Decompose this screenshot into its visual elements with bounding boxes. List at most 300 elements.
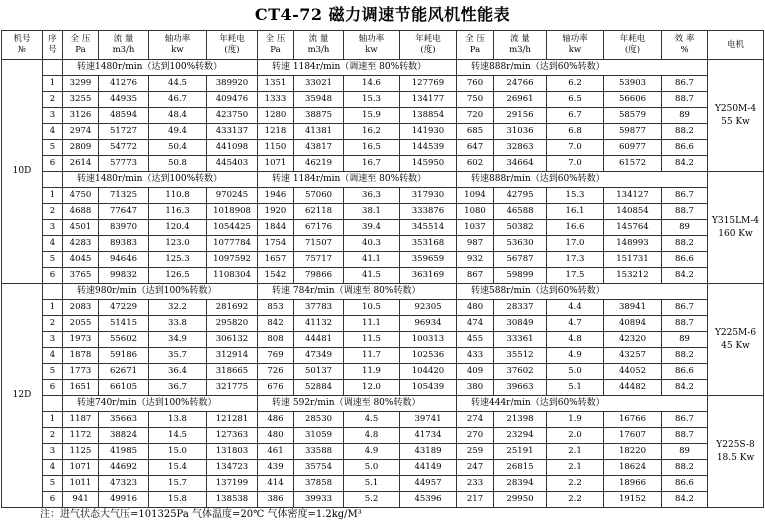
table-cell: 2055 [63,316,99,332]
table-cell: 439 [258,460,294,476]
table-cell: 1651 [63,380,99,396]
table-cell: 3 [43,220,63,236]
table-cell: 38824 [99,428,149,444]
table-cell: 36.3 [344,188,400,204]
table-cell: 423750 [207,108,258,124]
table-cell: 56606 [604,92,662,108]
table-cell: 726 [258,364,294,380]
table-cell: 35754 [294,460,344,476]
table-cell: 53903 [604,76,662,92]
header-flow: 流 量 m3/h [99,31,149,60]
table-cell: 92305 [400,300,457,316]
table-cell: 987 [457,236,494,252]
speed-label: 转速888r/min（达到60%转数） [457,172,708,188]
table-cell: 62118 [294,204,344,220]
table-cell: 5.1 [547,380,604,396]
table-cell: 15.3 [344,92,400,108]
table-cell: 41132 [294,316,344,332]
table-cell: 1878 [63,348,99,364]
table-cell: 1973 [63,332,99,348]
table-cell: 750 [457,92,494,108]
table-cell: 86.6 [662,476,708,492]
table-cell: 50.8 [149,156,207,172]
table-cell: 16.2 [344,124,400,140]
table-cell: 4283 [63,236,99,252]
table-cell: 6.5 [547,92,604,108]
table-cell: 281692 [207,300,258,316]
header-row [2,31,764,60]
table-cell: 88.2 [662,236,708,252]
table-cell: 259 [457,444,494,460]
speed-label: 转速 784r/min（调速至 80%转数） [258,284,457,300]
table-cell: 86.7 [662,412,708,428]
table-cell: 2 [43,428,63,444]
table-cell: 86.7 [662,76,708,92]
table-cell: 49916 [99,492,149,508]
table-cell: 71325 [99,188,149,204]
table-cell: 44482 [604,380,662,396]
table-cell: 1844 [258,220,294,236]
table-cell: 13.8 [149,412,207,428]
table-cell: 685 [457,124,494,140]
table-cell: 3126 [63,108,99,124]
table-cell: 6 [43,492,63,508]
table-cell: 31036 [494,124,547,140]
table-cell: 233 [457,476,494,492]
table-cell: 4045 [63,252,99,268]
table-cell: 88.2 [662,460,708,476]
table-cell: 88.7 [662,204,708,220]
table-row [2,236,764,252]
table-cell: 59186 [99,348,149,364]
table-cell: 62671 [99,364,149,380]
table-cell: 33021 [294,76,344,92]
table-row [2,188,764,204]
table-cell: 127769 [400,76,457,92]
table-cell: 50.4 [149,140,207,156]
motor-cell: Y315LM-4 160 Kw [708,172,764,284]
table-cell: 67176 [294,220,344,236]
table-cell: 44.5 [149,76,207,92]
table-cell: 26815 [494,460,547,476]
table-cell: 1172 [63,428,99,444]
table-row [2,268,764,284]
table-cell: 35663 [99,412,149,428]
table-cell: 41276 [99,76,149,92]
table-cell: 104420 [400,364,457,380]
table-cell: 4 [43,124,63,140]
table-cell: 3299 [63,76,99,92]
table-row [2,124,764,140]
table-cell: 58579 [604,108,662,124]
table-cell: 66105 [99,380,149,396]
table-cell: 28394 [494,476,547,492]
model-cell: 10D [2,60,43,284]
table-cell: 43189 [400,444,457,460]
table-cell: 137199 [207,476,258,492]
table-cell: 4.9 [344,444,400,460]
motor-cell: Y225M-6 45 Kw [708,284,764,396]
table-cell: 37783 [294,300,344,316]
table-cell: 4750 [63,188,99,204]
table-cell: 1542 [258,268,294,284]
header-power: 轴功率 kw [547,31,604,60]
table-cell: 89 [662,444,708,460]
header-efficiency: 效 率 % [662,31,708,60]
table-cell: 6.7 [547,108,604,124]
table-row [2,316,764,332]
table-cell: 17607 [604,428,662,444]
table-cell: 18624 [604,460,662,476]
table-cell: 30849 [494,316,547,332]
header-power: 轴功率 kw [149,31,207,60]
table-cell: 5.2 [344,492,400,508]
table-cell: 2 [43,204,63,220]
table-cell: 1351 [258,76,294,92]
table-row [2,300,764,316]
table-cell: 24766 [494,76,547,92]
table-cell: 445403 [207,156,258,172]
table-cell: 120.4 [149,220,207,236]
table-cell: 40894 [604,316,662,332]
table-row [2,348,764,364]
speed-label: 转速 592r/min（调速至 80%转数） [258,396,457,412]
table-cell: 138538 [207,492,258,508]
table-row [2,364,764,380]
table-cell: 94646 [99,252,149,268]
table-cell: 2809 [63,140,99,156]
header-flow: 流 量 m3/h [294,31,344,60]
table-cell: 15.0 [149,444,207,460]
table-cell: 4 [43,236,63,252]
table-cell: 321775 [207,380,258,396]
table-cell: 318665 [207,364,258,380]
table-cell: 2614 [63,156,99,172]
table-cell: 3 [43,332,63,348]
speed-label: 转速 1184r/min（调速至 80%转数） [258,172,457,188]
table-cell: 46.7 [149,92,207,108]
table-cell: 110.8 [149,188,207,204]
table-cell: 2.1 [547,460,604,476]
table-cell: 5 [43,364,63,380]
table-cell: 44481 [294,332,344,348]
table-cell: 720 [457,108,494,124]
table-cell: 5.0 [344,460,400,476]
table-cell: 17.3 [547,252,604,268]
table-cell: 28337 [494,300,547,316]
speed-row [2,172,764,188]
table-cell: 41985 [99,444,149,460]
table-cell: 39741 [400,412,457,428]
table-cell: 18220 [604,444,662,460]
table-cell: 59877 [604,124,662,140]
table-cell: 6 [43,156,63,172]
table-cell: 867 [457,268,494,284]
table-cell: 86.6 [662,364,708,380]
table-cell: 2 [43,92,63,108]
table-cell: 4.8 [547,332,604,348]
table-cell: 941 [63,492,99,508]
table-cell: 35948 [294,92,344,108]
speed-row [2,60,764,76]
table-cell: 295820 [207,316,258,332]
table-cell: 19152 [604,492,662,508]
table-cell: 38.1 [344,204,400,220]
table-cell: 100313 [400,332,457,348]
table-cell: 1094 [457,188,494,204]
table-cell: 647 [457,140,494,156]
table-cell: 39933 [294,492,344,508]
table-cell: 1773 [63,364,99,380]
table-cell: 1946 [258,188,294,204]
table-cell: 1754 [258,236,294,252]
table-cell: 47229 [99,300,149,316]
table-cell: 151731 [604,252,662,268]
table-row [2,460,764,476]
table-cell: 3 [43,108,63,124]
table-cell: 26961 [494,92,547,108]
table-cell: 89 [662,108,708,124]
table-cell: 48.4 [149,108,207,124]
table-cell: 38941 [604,300,662,316]
table-cell: 38875 [294,108,344,124]
table-cell: 353168 [400,236,457,252]
table-cell: 88.2 [662,124,708,140]
table-cell: 77647 [99,204,149,220]
table-cell: 842 [258,316,294,332]
table-cell: 4.7 [547,316,604,332]
seq-blank-cell [43,60,63,76]
table-cell: 15.7 [149,476,207,492]
table-cell: 5 [43,252,63,268]
table-row [2,492,764,508]
table-cell: 32.2 [149,300,207,316]
table-cell: 86.6 [662,140,708,156]
performance-table [1,30,764,508]
table-cell: 16.7 [344,156,400,172]
table-cell: 363169 [400,268,457,284]
table-cell: 16.5 [344,140,400,156]
table-cell: 1187 [63,412,99,428]
table-cell: 88.7 [662,316,708,332]
table-cell: 317930 [400,188,457,204]
table-cell: 33361 [494,332,547,348]
table-cell: 44957 [400,476,457,492]
table-cell: 247 [457,460,494,476]
table-cell: 89 [662,332,708,348]
table-cell: 60977 [604,140,662,156]
table-cell: 84.2 [662,156,708,172]
table-cell: 17.0 [547,236,604,252]
table-cell: 36.4 [149,364,207,380]
table-cell: 83970 [99,220,149,236]
table-cell: 1108304 [207,268,258,284]
table-cell: 15.4 [149,460,207,476]
table-cell: 270 [457,428,494,444]
speed-label: 转速888r/min（达到60%转数） [457,60,708,76]
table-cell: 28530 [294,412,344,428]
table-cell: 1 [43,188,63,204]
table-cell: 44052 [604,364,662,380]
table-row [2,140,764,156]
table-cell: 134177 [400,92,457,108]
table-cell: 51727 [99,124,149,140]
table-cell: 217 [457,492,494,508]
table-cell: 1080 [457,204,494,220]
table-cell: 4.9 [547,348,604,364]
table-cell: 43257 [604,348,662,364]
table-cell: 141930 [400,124,457,140]
table-row [2,332,764,348]
table-cell: 1218 [258,124,294,140]
table-cell: 4501 [63,220,99,236]
table-cell: 486 [258,412,294,428]
table-cell: 1125 [63,444,99,460]
table-cell: 37858 [294,476,344,492]
table-cell: 15.9 [344,108,400,124]
table-cell: 86.7 [662,188,708,204]
table-cell: 7.0 [547,140,604,156]
table-cell: 127363 [207,428,258,444]
table-cell: 4.5 [344,412,400,428]
table-cell: 1333 [258,92,294,108]
table-cell: 1 [43,300,63,316]
page-title: CT4-72 磁力调速节能风机性能表 [254,5,511,24]
speed-label: 转速1480r/min（达到100%转数） [63,60,258,76]
table-cell: 47349 [294,348,344,364]
table-cell: 29156 [494,108,547,124]
table-row [2,108,764,124]
table-cell: 10.5 [344,300,400,316]
speed-label: 转速1480r/min（达到100%转数） [63,172,258,188]
table-cell: 134127 [604,188,662,204]
table-cell: 760 [457,76,494,92]
table-cell: 345514 [400,220,457,236]
table-row [2,412,764,428]
table-cell: 2.2 [547,476,604,492]
table-cell: 676 [258,380,294,396]
table-cell: 31059 [294,428,344,444]
table-cell: 50137 [294,364,344,380]
table-cell: 84.2 [662,380,708,396]
table-cell: 43817 [294,140,344,156]
table-cell: 474 [457,316,494,332]
table-cell: 44149 [400,460,457,476]
table-cell: 11.7 [344,348,400,364]
table-cell: 18966 [604,476,662,492]
table-cell: 44935 [99,92,149,108]
table-cell: 86.7 [662,300,708,316]
table-cell: 131803 [207,444,258,460]
table-cell: 84.2 [662,492,708,508]
table-cell: 769 [258,348,294,364]
table-cell: 2.2 [547,492,604,508]
table-cell: 808 [258,332,294,348]
table-cell: 126.5 [149,268,207,284]
table-cell: 1011 [63,476,99,492]
table-cell: 970245 [207,188,258,204]
table-row [2,156,764,172]
table-cell: 1920 [258,204,294,220]
table-row [2,428,764,444]
table-cell: 5 [43,476,63,492]
table-cell: 3 [43,444,63,460]
table-cell: 6 [43,268,63,284]
table-cell: 36.7 [149,380,207,396]
table-cell: 84.2 [662,268,708,284]
table-row [2,252,764,268]
table-cell: 48594 [99,108,149,124]
speed-row [2,284,764,300]
table-cell: 89 [662,220,708,236]
seq-blank-cell [43,172,63,188]
table-cell: 433 [457,348,494,364]
table-cell: 1150 [258,140,294,156]
table-cell: 4 [43,348,63,364]
header-motor: 电机 [708,31,764,60]
table-cell: 134723 [207,460,258,476]
table-cell: 1077784 [207,236,258,252]
table-row [2,220,764,236]
table-cell: 3765 [63,268,99,284]
table-cell: 44692 [99,460,149,476]
table-cell: 1 [43,412,63,428]
table-cell: 145764 [604,220,662,236]
table-cell: 4688 [63,204,99,220]
table-cell: 29950 [494,492,547,508]
table-cell: 50382 [494,220,547,236]
table-cell: 932 [457,252,494,268]
table-cell: 4.8 [344,428,400,444]
table-cell: 121281 [207,412,258,428]
table-cell: 140854 [604,204,662,220]
table-cell: 1054425 [207,220,258,236]
table-cell: 148993 [604,236,662,252]
table-cell: 409 [457,364,494,380]
header-seq: 序 号 [43,31,63,60]
table-cell: 55602 [99,332,149,348]
table-cell: 359659 [400,252,457,268]
table-cell: 11.5 [344,332,400,348]
table-cell: 6.2 [547,76,604,92]
header-energy: 年耗电 (度) [207,31,258,60]
table-cell: 386 [258,492,294,508]
table-cell: 11.9 [344,364,400,380]
seq-blank-cell [43,284,63,300]
table-cell: 480 [258,428,294,444]
table-cell: 455 [457,332,494,348]
table-cell: 96934 [400,316,457,332]
header-flow: 流 量 m3/h [494,31,547,60]
table-cell: 46588 [494,204,547,220]
table-cell: 153212 [604,268,662,284]
table-cell: 145950 [400,156,457,172]
table-cell: 45396 [400,492,457,508]
table-cell: 88.2 [662,348,708,364]
table-cell: 51415 [99,316,149,332]
table-cell: 34.9 [149,332,207,348]
table-cell: 2083 [63,300,99,316]
table-cell: 1071 [258,156,294,172]
table-cell: 14.6 [344,76,400,92]
table-cell: 14.5 [149,428,207,444]
table-cell: 21398 [494,412,547,428]
table-cell: 40.3 [344,236,400,252]
table-cell: 71507 [294,236,344,252]
table-cell: 144539 [400,140,457,156]
table-cell: 1018908 [207,204,258,220]
table-cell: 42320 [604,332,662,348]
